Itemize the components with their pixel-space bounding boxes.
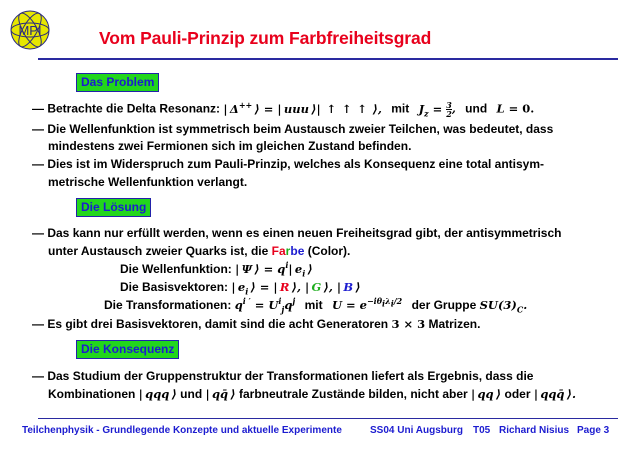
solution-bullet-1-cont: unter Austausch zweier Quarks ist, die Farbe (Color). (48, 244, 351, 258)
footer-course: Teilchenphysik - Grundlegende Konzepte und aktuelle Experimente (22, 425, 342, 436)
solution-bullet-2: — Es gibt drei Basisvektoren, damit sind die acht Generatoren 3 × 3 Matrizen. (32, 317, 481, 331)
transformations-line: Die Transformationen: $q^{i '} = U^i_jq^j$ mit $U = e^{-i\theta_i\lambda_i/2}$ der Gruppe $SU(3)_C$. (104, 296, 528, 315)
farbe-word: Farbe (271, 244, 305, 258)
title-rule (38, 58, 618, 60)
footer-rule (38, 418, 618, 419)
basis-vectors-line: Die Basisvektoren: | $e_i$ ⟩ = | R ⟩, | G ⟩, | B ⟩ (120, 280, 361, 297)
wavefunction-line: Die Wellenfunktion: | Ψ ⟩ = $q^i|$ $e_i$ ⟩ (120, 260, 313, 279)
solution-bullet-1: — Das kann nur erfüllt werden, wenn es einen neuen Freiheitsgrad gibt, der antisymmetrisch (32, 226, 562, 240)
section-label-solution: Die Lösung (76, 198, 151, 217)
footer-code: T05 (473, 425, 491, 436)
section-label-problem: Das Problem (76, 73, 159, 92)
footer-page: Page 3 (577, 425, 610, 436)
page-title: Vom Pauli-Prinzip zum Farbfreiheitsgrad (99, 28, 432, 48)
problem-bullet-3: — Dies ist im Widerspruch zum Pauli-Prinzip, welches als Konsequenz eine total antisym- (32, 157, 545, 171)
problem-bullet-2-cont: mindestens zwei Fermionen sich im gleichen Zustand befinden. (48, 139, 412, 153)
footer-term: SS04 Uni Augsburg (370, 425, 463, 436)
problem-bullet-2: — Die Wellenfunktion ist symmetrisch beim Austausch zweier Teilchen, was bedeutet, dass (32, 122, 554, 136)
section-label-consequence: Die Konsequenz (76, 340, 179, 359)
problem-bullet-3-cont: metrische Wellenfunktion verlangt. (48, 175, 248, 189)
mpi-logo (8, 8, 52, 52)
consequence-bullet-1: — Das Studium der Gruppenstruktur der Transformationen liefert als Ergebnis, dass die (32, 369, 534, 383)
logo-text: MPI (18, 23, 42, 38)
consequence-bullet-1-cont: Kombinationen | qqq ⟩ und | qq̄ ⟩ farbneutrale Zustände bilden, nicht aber | qq ⟩ oder | qqq̄ ⟩. (48, 387, 577, 401)
problem-bullet-1: — Betrachte die Delta Resonanz: | Δ++ ⟩ = | uuu ⟩| ↑ ↑ ↑ ⟩, mit $J_z$ = $\frac{3}{2}$ , und L = 0. (32, 99, 535, 119)
footer-author: Richard Nisius (499, 425, 570, 436)
